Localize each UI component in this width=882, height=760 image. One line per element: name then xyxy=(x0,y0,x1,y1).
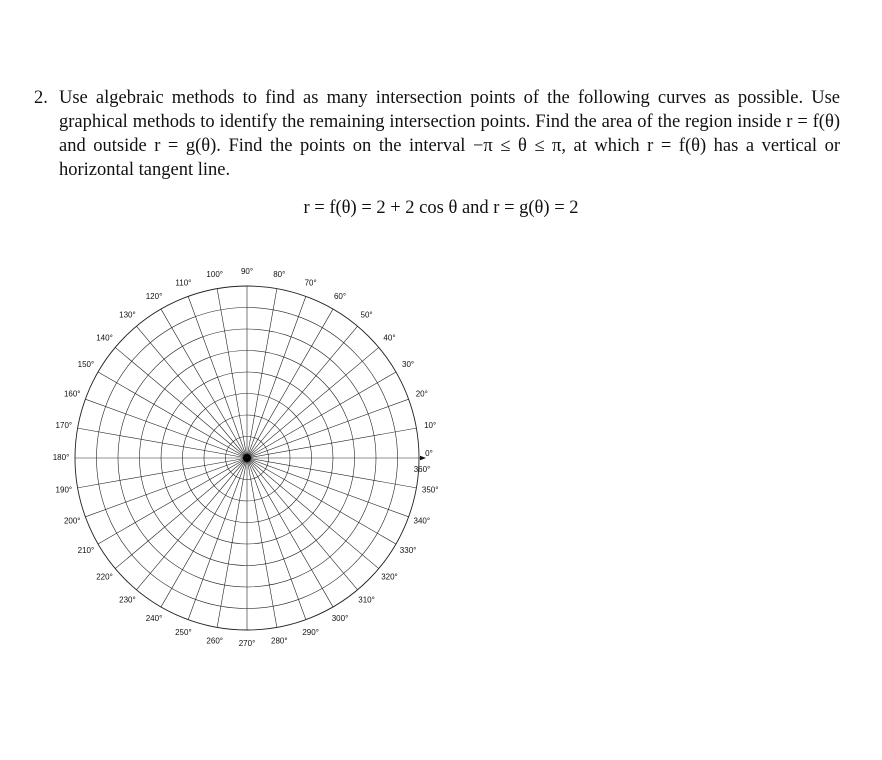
grid-spoke xyxy=(247,458,409,517)
angle-label: 200° xyxy=(63,516,81,526)
angle-label: 50° xyxy=(360,310,373,320)
grid-spoke xyxy=(247,458,379,569)
angle-label: 240° xyxy=(145,614,163,624)
angle-label: 120° xyxy=(145,292,163,302)
angle-label: 30° xyxy=(402,360,415,370)
problem-text: Use algebraic methods to find as many intersection points of the following curves as possible. Use graphical methods to identify the remaining intersection points. Find the area of the region inside r = f(θ) and outside r = g(θ). Find the points on the interval −π ≤ θ ≤ π, at which r = f(θ) has a vertical or horizontal tangent line. xyxy=(59,88,840,180)
angle-label: 10° xyxy=(424,420,437,430)
grid-spoke xyxy=(136,326,247,458)
grid-spoke xyxy=(247,458,358,590)
grid-spoke xyxy=(247,326,358,458)
angle-label: 160° xyxy=(63,389,81,399)
curve-equations: r = f(θ) = 2 + 2 cos θ and r = g(θ) = 2 xyxy=(303,198,579,218)
grid-spoke xyxy=(247,296,306,458)
angle-label-360: 360° xyxy=(413,465,431,475)
angle-label: 90° xyxy=(240,267,254,277)
grid-spoke xyxy=(247,399,409,458)
grid-spoke xyxy=(247,347,379,458)
grid-spoke xyxy=(247,458,306,620)
angle-label: 0° xyxy=(425,449,433,459)
angle-label: 350° xyxy=(421,485,439,495)
angle-label: 290° xyxy=(302,627,319,637)
angle-label: 150° xyxy=(77,360,95,370)
grid-spoke xyxy=(188,296,247,458)
angle-label: 270° xyxy=(238,639,256,649)
angle-label: 210° xyxy=(77,546,95,556)
angle-label: 80° xyxy=(273,269,286,279)
angle-label: 220° xyxy=(96,572,113,582)
angle-label: 70° xyxy=(304,278,317,288)
angle-label: 300° xyxy=(331,614,349,624)
grid-spoke xyxy=(188,458,247,620)
angle-label: 250° xyxy=(175,627,192,637)
angle-label: 340° xyxy=(413,516,431,526)
angle-label: 330° xyxy=(399,546,417,556)
angle-label: 130° xyxy=(119,310,136,320)
problem-number: 2. xyxy=(34,88,48,108)
angle-label: 310° xyxy=(358,595,375,605)
grid-spoke xyxy=(85,399,247,458)
angle-label: 60° xyxy=(333,292,347,302)
angle-label: 140° xyxy=(96,333,113,343)
angle-label: 20° xyxy=(415,389,428,399)
angle-label: 260° xyxy=(206,636,223,646)
angle-label: 100° xyxy=(206,269,223,279)
grid-spoke xyxy=(136,458,247,590)
angle-label: 110° xyxy=(175,278,192,288)
grid-spoke xyxy=(115,458,247,569)
grid-spoke xyxy=(115,347,247,458)
angle-label: 180° xyxy=(52,453,70,463)
angle-label: 170° xyxy=(55,420,73,430)
pole-point xyxy=(243,454,251,462)
angle-label: 190° xyxy=(55,485,73,495)
angle-label: 230° xyxy=(119,595,136,605)
angle-label: 40° xyxy=(383,333,396,343)
grid-spoke xyxy=(85,458,247,517)
angle-label: 320° xyxy=(381,572,398,582)
angle-label: 280° xyxy=(271,636,288,646)
